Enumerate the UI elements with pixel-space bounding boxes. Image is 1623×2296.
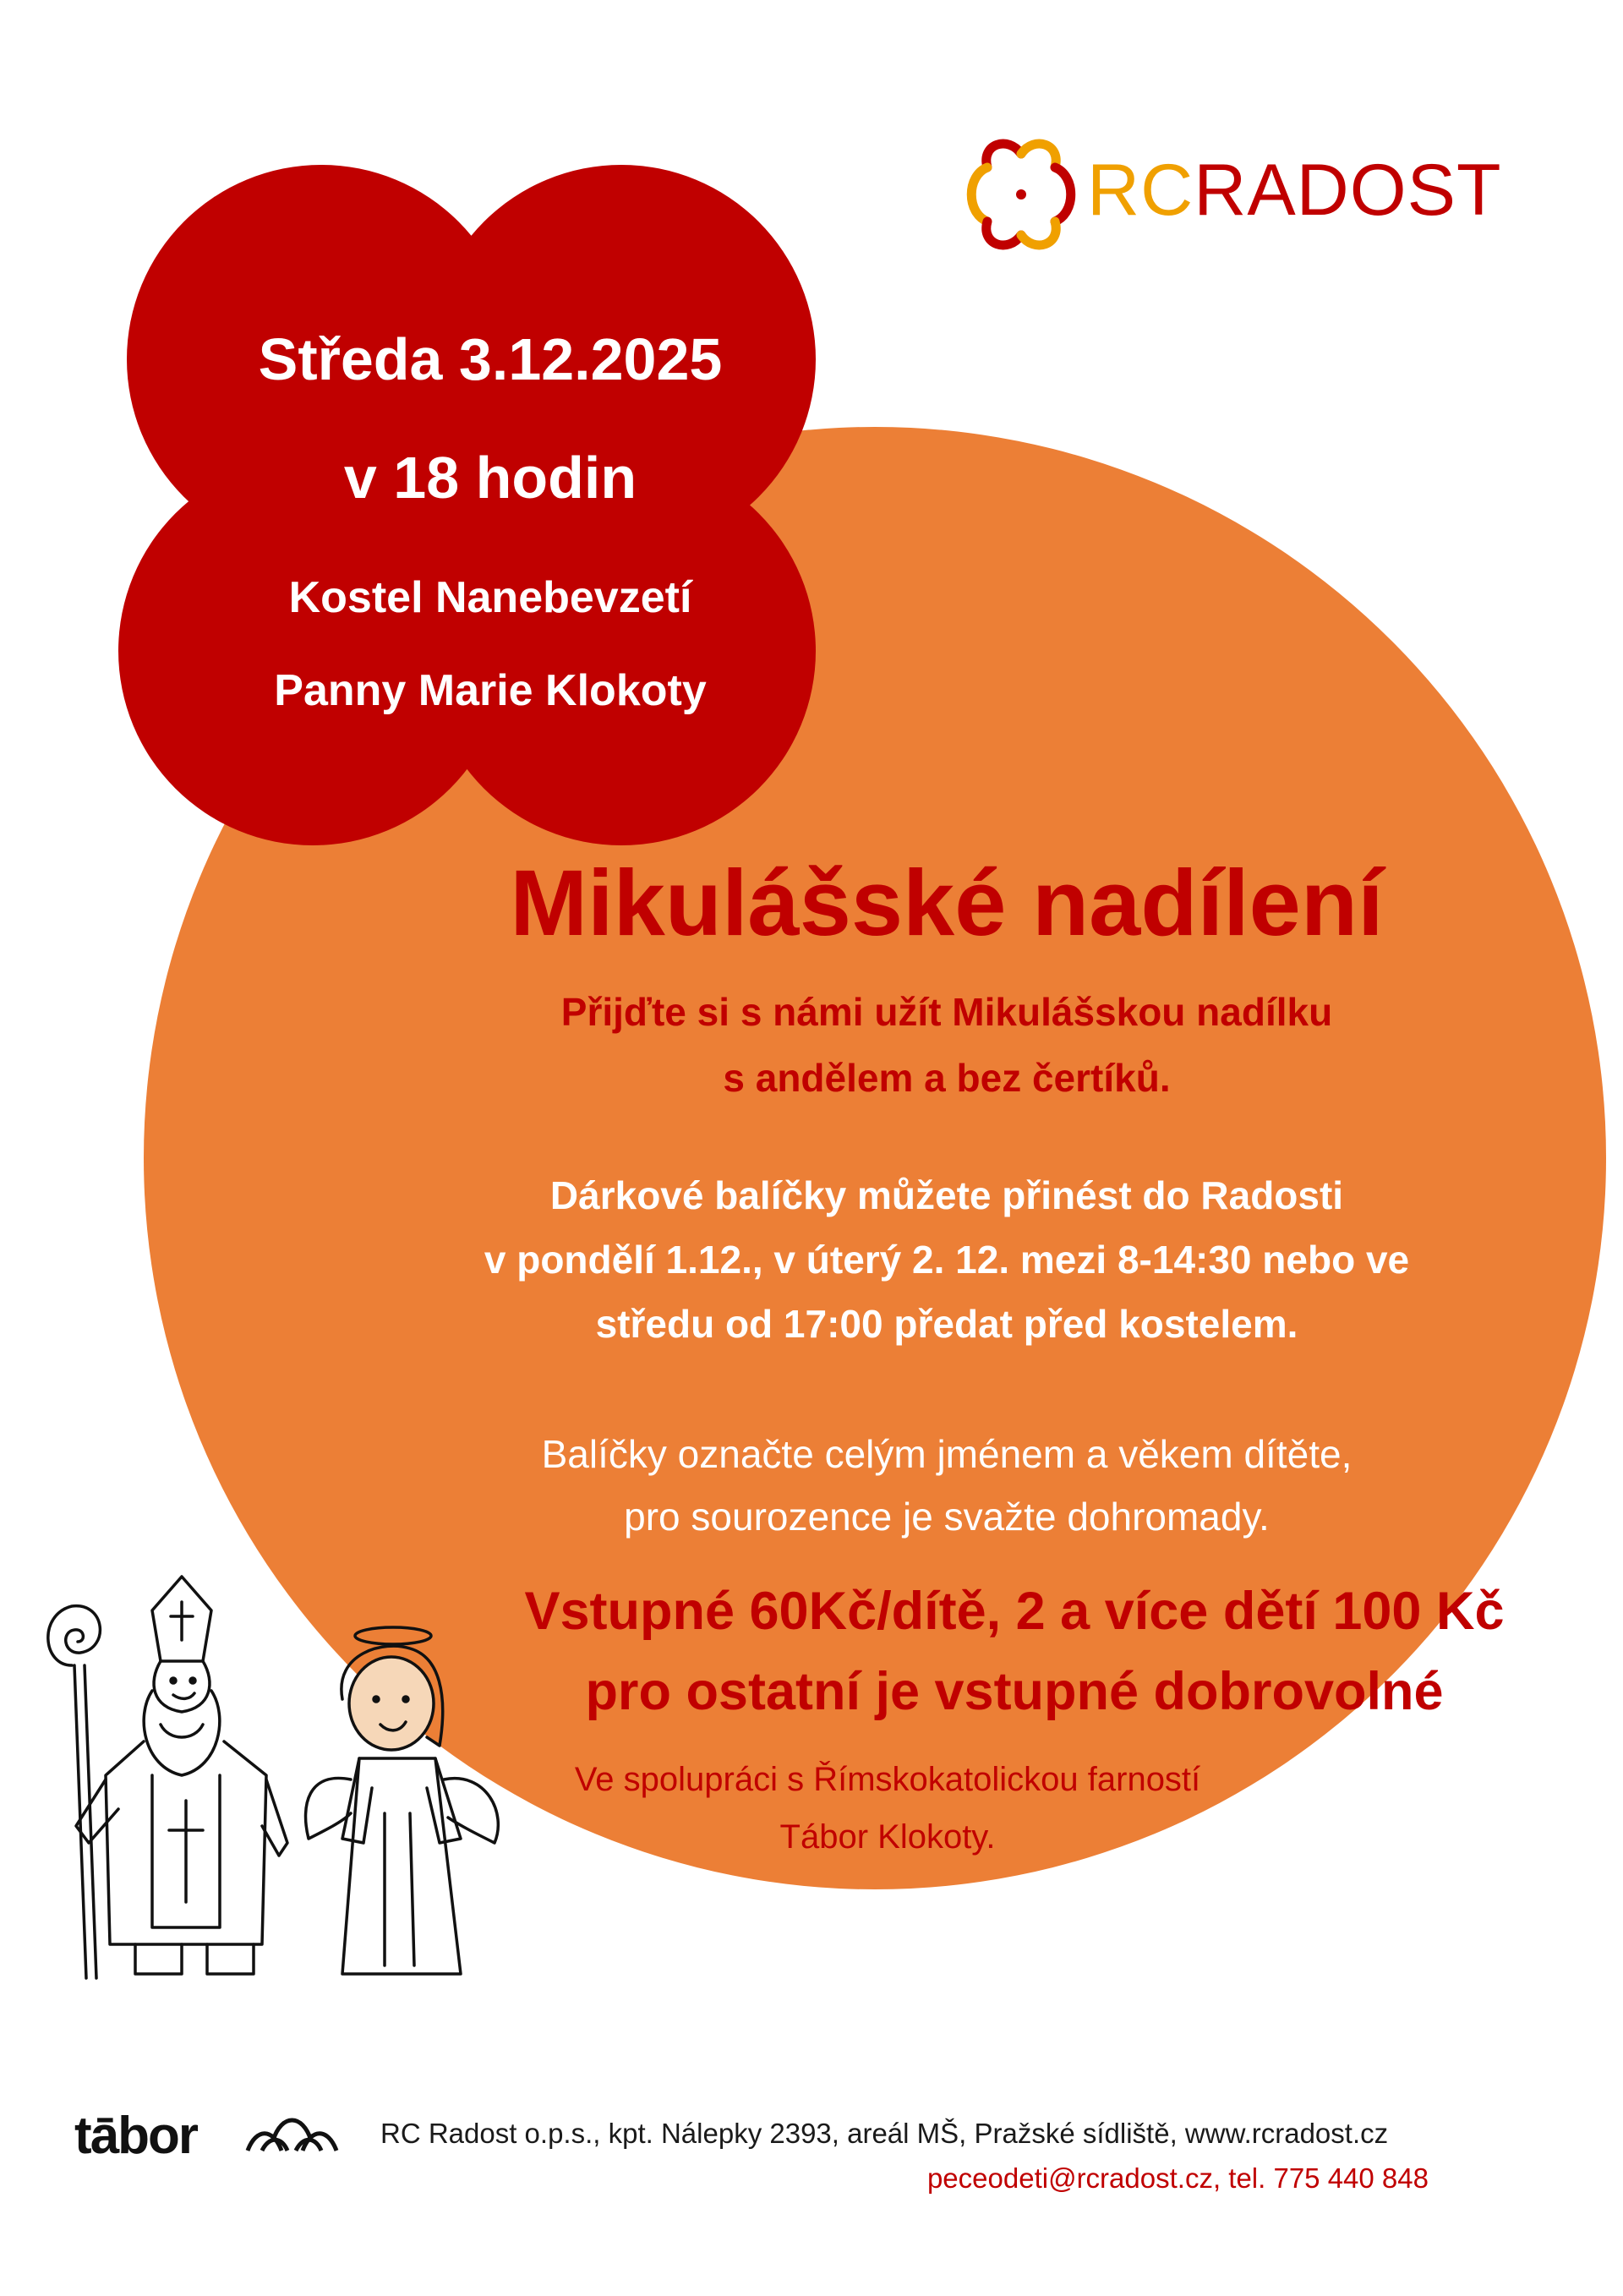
gifts-line1: Dárkové balíčky můžete přinést do Radosti [549,1173,1344,1217]
tabor-city-logo [74,2107,197,2165]
tabor-city-logo-text: tābor [74,2107,197,2165]
event-date: Středa 3.12.2025 [258,326,723,392]
gifts-line3: středu od 17:00 předat před kostelem. [595,1302,1298,1346]
invite-line1: Přijďte si s námi užít Mikulášskou nadílku [560,990,1333,1034]
footer-info: RC Radost o.p.s., kpt. Nálepky 2393, areál MŠ, Pražské sídliště, www.rcradost.cz [380,2118,1389,2149]
event-place-line2: Panny Marie Klokoty [274,666,707,715]
labels-line2: pro sourozence je svažte dohromady. [624,1495,1270,1539]
rc-radost-logo-icon [962,135,1080,254]
st-nicholas-illustration [25,1572,304,2012]
cooperation-line1: Ve spolupráci s Římskokatolickou farností [574,1761,1201,1798]
event-place-line1: Kostel Nanebevzetí [288,573,692,622]
labels-line1: Balíčky označte celým jménem a věkem dítěte, [541,1432,1352,1476]
angel-illustration [292,1619,520,2008]
page-title: Mikulášské nadílení [510,851,1384,955]
event-time: v 18 hodin [343,445,637,511]
gifts-line2: v pondělí 1.12., v úterý 2. 12. mezi 8-14:30 nebo ve [484,1238,1410,1282]
rc-radost-logo [962,135,1503,254]
logo-rc-text: RC [1087,150,1194,231]
fee-line2: pro ostatní je vstupné dobrovolné [585,1662,1444,1721]
tabor-hills-icon [243,2107,341,2157]
footer-contact: peceodeti@rcradost.cz, tel. 775 440 848 [926,2162,1429,2194]
logo-radost-text: RADOST [1194,150,1502,231]
invite-line2: s andělem a bez čertíků. [723,1056,1171,1100]
fee-line1: Vstupné 60Kč/dítě, 2 a více dětí 100 Kč [524,1582,1505,1641]
cooperation-line2: Tábor Klokoty. [779,1818,996,1856]
